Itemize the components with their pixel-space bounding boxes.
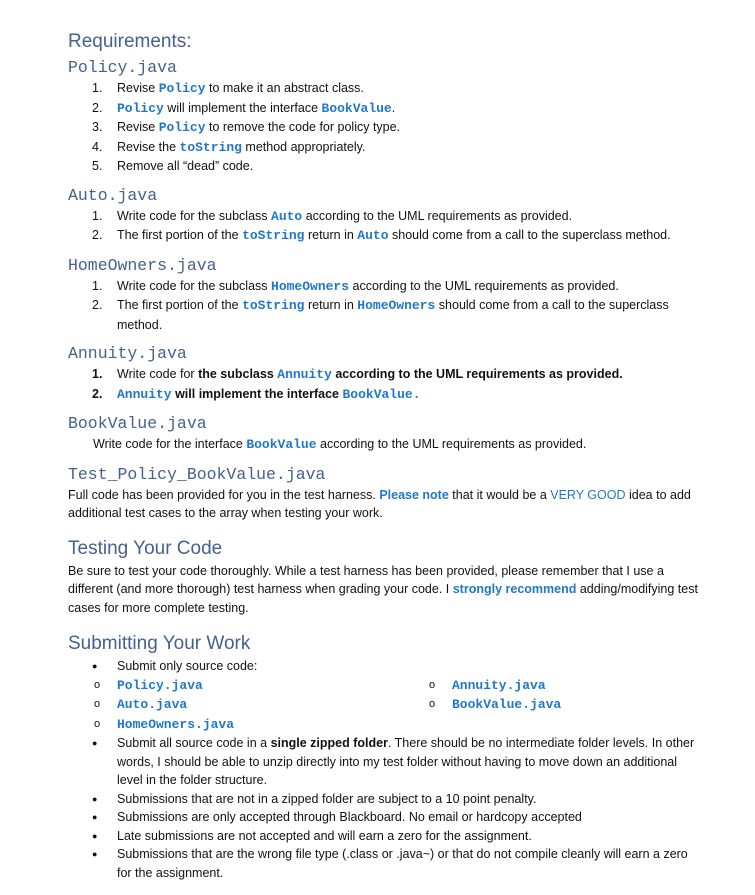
code-text: Annuity (117, 386, 172, 402)
bullet-icon: ● (92, 812, 98, 822)
text-run: . (391, 100, 396, 115)
text-run: should come from a call to the superclass method. (117, 298, 669, 332)
code-text: Policy (158, 81, 206, 96)
submission-rules (68, 734, 698, 882)
submission-bullet (68, 734, 698, 790)
bullet-text (117, 829, 532, 843)
requirements-heading: Requirements: (68, 31, 192, 52)
text-run: Full code has been provided for you in the test harness. (68, 487, 380, 502)
text-run: idea to add additional test cases to the array when testing your work. (68, 487, 691, 520)
text-run: according to the UML requirements as provided. (302, 208, 573, 223)
requirement-item (68, 138, 698, 158)
text-run: VERY GOOD (550, 487, 626, 502)
bullet-icon: ● (92, 793, 98, 804)
source-file-name: BookValue.java (452, 697, 562, 712)
text-run: Submissions that are the wrong file type (.class or .java~) or that do not compile cleanly will earn a zero for the assignment. (117, 847, 688, 880)
source-file-name: Auto.java (117, 697, 188, 712)
code-text: BookValue. (342, 386, 421, 402)
requirement-list (68, 365, 698, 404)
item-number: 1. (92, 81, 103, 95)
code-text: HomeOwners (357, 298, 436, 313)
file-heading: Auto.java (68, 185, 158, 205)
text-run: The first portion of the (117, 228, 243, 242)
bullet-text (117, 792, 536, 806)
requirement-list (68, 207, 698, 246)
item-number: 1. (92, 208, 103, 223)
text-run: will implement the interface (163, 100, 322, 115)
text-run: Submissions are only accepted through Blackboard. No email or hardcopy accepted (117, 810, 582, 824)
text-run: that it would be a (448, 487, 551, 502)
requirement-item (68, 99, 698, 119)
requirement-item (68, 118, 698, 138)
bullet-icon: ● (92, 738, 98, 748)
item-number: 2. (92, 386, 103, 401)
source-files-left (68, 676, 403, 735)
requirement-item (68, 296, 698, 334)
text-run: the subclass (198, 367, 278, 381)
bullet-icon: ● (92, 830, 98, 841)
text-run: according to the UML requirements as provided. (331, 367, 623, 381)
file-heading: Test_Policy_BookValue.java (68, 464, 326, 484)
item-number: 5. (92, 159, 103, 173)
requirement-item (68, 277, 698, 297)
code-text: BookValue (321, 100, 392, 116)
submission-bullet (68, 845, 698, 882)
source-file-list (68, 676, 698, 735)
text-run: return in (304, 298, 358, 312)
text-run: Remove all “dead” code. (117, 159, 254, 173)
item-number: 2. (92, 100, 103, 115)
bullet-text (117, 847, 688, 880)
code-text: Policy (117, 100, 164, 116)
text-run: should come from a call to the superclass method. (388, 228, 671, 242)
file-heading: HomeOwners.java (68, 255, 217, 275)
code-text: Auto (357, 228, 389, 243)
item-number: 2. (92, 228, 103, 242)
source-file-item (403, 676, 603, 696)
file-heading: Annuity.java (68, 344, 187, 363)
text-run: Submit all source code in a (117, 736, 271, 750)
text-run: will implement the interface (171, 386, 343, 401)
source-file-item (68, 715, 403, 735)
submission-bullet (68, 790, 698, 809)
circle-bullet-icon: o (429, 698, 436, 710)
source-file-item (68, 695, 403, 715)
text-run: Revise (117, 120, 159, 134)
file-heading: BookValue.java (68, 414, 207, 433)
requirement-list (68, 277, 698, 335)
code-text: toString (179, 139, 242, 155)
submission-bullet (68, 657, 698, 676)
text-run: Late submissions are not accepted and will earn a zero for the assignment. (117, 828, 532, 843)
source-file-name: Annuity.java (452, 677, 546, 693)
code-text: toString (242, 298, 305, 313)
bullet-text (117, 736, 694, 787)
source-file-item (403, 695, 603, 715)
code-text: Annuity (277, 367, 332, 382)
requirement-item (68, 157, 698, 176)
text-run: Revise the (117, 139, 180, 154)
text-run: according to the UML requirements as provided. (316, 437, 587, 451)
source-files-right (403, 676, 603, 735)
text-run: . There should be no intermediate folder levels. In other words, I should be able to unzip directly into my test folder without having to move down an additional level in the folder structure. (117, 736, 695, 787)
item-number: 4. (92, 139, 103, 154)
file-heading: Policy.java (68, 58, 177, 77)
bullet-icon: ● (92, 661, 98, 671)
source-intro: Submit only source code: (117, 659, 258, 673)
item-number: 1. (92, 278, 103, 293)
text-run: The first portion of the (117, 298, 243, 312)
code-text: BookValue (246, 437, 317, 452)
text-run: Write code for the interface (93, 437, 247, 451)
requirement-item (68, 365, 698, 385)
text-run: return in (304, 228, 358, 242)
text-run: according to the UML requirements as provided. (349, 278, 619, 293)
requirement-item (68, 385, 698, 405)
text-run: Please note (379, 487, 449, 502)
code-text: Auto (271, 208, 303, 224)
code-text: toString (242, 228, 305, 243)
text-run: method appropriately. (241, 139, 366, 154)
circle-bullet-icon: o (94, 698, 101, 710)
requirement-list (68, 79, 698, 176)
testing-paragraph (68, 562, 698, 618)
text-run: to remove the code for policy type. (205, 120, 401, 134)
bullet-text (117, 810, 582, 824)
file-description (68, 486, 698, 523)
item-number: 3. (92, 120, 103, 134)
source-file-name: Policy.java (117, 677, 203, 693)
item-number: 2. (92, 298, 103, 312)
text-run: Revise (117, 81, 159, 95)
code-text: HomeOwners (271, 278, 350, 294)
testing-heading: Testing Your Code (68, 537, 223, 559)
circle-bullet-icon: o (94, 717, 101, 730)
code-text: Policy (158, 120, 206, 135)
text-run: single zipped folder (270, 736, 388, 750)
circle-bullet-icon: o (94, 678, 101, 691)
submitting-heading: Submitting Your Work (68, 633, 251, 654)
requirement-item (68, 79, 698, 99)
submission-bullet (68, 808, 698, 827)
submission-bullet (68, 827, 698, 846)
document-page (68, 30, 698, 882)
bullet-icon: ● (92, 849, 98, 859)
submission-list (68, 657, 698, 676)
text-run: Write code for the subclass (117, 208, 272, 223)
text-run: Be sure to test your code thoroughly. While a test harness has been provided, please remember that I use a different (and more thorough) test harness when grading your code. I (68, 563, 664, 596)
requirement-item (68, 207, 698, 227)
circle-bullet-icon: o (429, 678, 436, 691)
source-file-name: HomeOwners.java (117, 716, 235, 732)
item-number: 1. (92, 367, 103, 381)
text-run: Submissions that are not in a zipped folder are subject to a 10 point penalty. (117, 791, 537, 806)
text-run: Write code for (117, 367, 199, 381)
requirements-sections (68, 57, 698, 523)
text-run: Write code for the subclass (117, 278, 272, 293)
file-description (68, 435, 698, 455)
text-run: to make it an abstract class. (205, 81, 364, 95)
source-file-item (68, 676, 403, 696)
text-run: adding/modifying test cases for more complete testing. (68, 582, 698, 615)
text-run: strongly recommend (452, 582, 577, 596)
requirement-item (68, 226, 698, 246)
